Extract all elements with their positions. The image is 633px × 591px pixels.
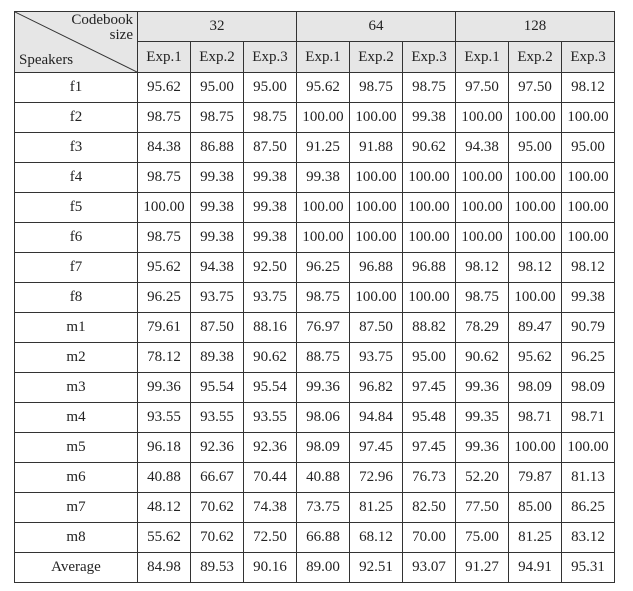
table-row: [15, 133, 615, 163]
value-cell: 88.75: [297, 343, 350, 373]
value-cell: 84.38: [138, 133, 191, 163]
speaker-cell: f7: [15, 253, 138, 283]
value-cell: 100.00: [403, 163, 456, 193]
table-row: [15, 343, 615, 373]
value-cell: 90.62: [403, 133, 456, 163]
exp-header: Exp.3: [403, 42, 456, 73]
value-cell: 98.09: [562, 373, 615, 403]
value-cell: 100.00: [456, 103, 509, 133]
value-cell: 100.00: [138, 193, 191, 223]
value-cell: 99.38: [191, 163, 244, 193]
value-cell: 99.38: [562, 283, 615, 313]
speaker-cell: f5: [15, 193, 138, 223]
speaker-cell: m5: [15, 433, 138, 463]
value-cell: 99.38: [244, 193, 297, 223]
value-cell: 96.25: [297, 253, 350, 283]
value-cell: 89.38: [191, 343, 244, 373]
value-cell: 100.00: [350, 283, 403, 313]
value-cell: 100.00: [403, 223, 456, 253]
exp-header: Exp.2: [509, 42, 562, 73]
table-row: [15, 433, 615, 463]
value-cell: 94.38: [456, 133, 509, 163]
value-cell: 100.00: [562, 163, 615, 193]
value-cell: 72.50: [244, 523, 297, 553]
value-cell: 81.25: [509, 523, 562, 553]
value-cell: 100.00: [403, 193, 456, 223]
exp-header: Exp.3: [562, 42, 615, 73]
value-cell: 99.38: [297, 163, 350, 193]
value-cell: 78.29: [456, 313, 509, 343]
value-cell: 89.47: [509, 313, 562, 343]
value-cell: 87.50: [350, 313, 403, 343]
value-cell: 100.00: [350, 163, 403, 193]
value-cell: 94.91: [509, 553, 562, 583]
value-cell: 98.75: [297, 283, 350, 313]
value-cell: 83.12: [562, 523, 615, 553]
value-cell: 97.45: [350, 433, 403, 463]
exp-header: Exp.2: [191, 42, 244, 73]
value-cell: 95.48: [403, 403, 456, 433]
speaker-cell: m4: [15, 403, 138, 433]
value-cell: 100.00: [297, 193, 350, 223]
speaker-cell: f6: [15, 223, 138, 253]
value-cell: 72.96: [350, 463, 403, 493]
value-cell: 100.00: [456, 223, 509, 253]
value-cell: 100.00: [562, 103, 615, 133]
value-cell: 40.88: [138, 463, 191, 493]
exp-header: Exp.3: [244, 42, 297, 73]
exp-header: Exp.1: [456, 42, 509, 73]
value-cell: 98.12: [562, 73, 615, 103]
value-cell: 93.75: [191, 283, 244, 313]
speaker-cell: m8: [15, 523, 138, 553]
value-cell: 100.00: [562, 193, 615, 223]
value-cell: 100.00: [509, 163, 562, 193]
value-cell: 76.97: [297, 313, 350, 343]
speaker-cell: m6: [15, 463, 138, 493]
value-cell: 100.00: [456, 193, 509, 223]
table-row: [15, 223, 615, 253]
value-cell: 96.88: [403, 253, 456, 283]
value-cell: 95.00: [403, 343, 456, 373]
value-cell: 97.45: [403, 373, 456, 403]
value-cell: 99.38: [191, 193, 244, 223]
table-row: [15, 523, 615, 553]
value-cell: 90.62: [244, 343, 297, 373]
value-cell: 89.53: [191, 553, 244, 583]
speaker-cell: f1: [15, 73, 138, 103]
value-cell: 100.00: [509, 193, 562, 223]
table-row: [15, 553, 615, 583]
value-cell: 95.00: [562, 133, 615, 163]
speaker-cell: m3: [15, 373, 138, 403]
value-cell: 98.75: [138, 163, 191, 193]
value-cell: 100.00: [350, 193, 403, 223]
value-cell: 94.38: [191, 253, 244, 283]
value-cell: 92.36: [244, 433, 297, 463]
value-cell: 100.00: [350, 103, 403, 133]
value-cell: 98.71: [562, 403, 615, 433]
value-cell: 93.07: [403, 553, 456, 583]
table-row: [15, 283, 615, 313]
value-cell: 81.25: [350, 493, 403, 523]
value-cell: 99.38: [244, 163, 297, 193]
exp-header: Exp.1: [297, 42, 350, 73]
group-header-row: [15, 12, 615, 42]
value-cell: 100.00: [403, 283, 456, 313]
table-row: [15, 103, 615, 133]
value-cell: 70.62: [191, 493, 244, 523]
value-cell: 100.00: [509, 223, 562, 253]
value-cell: 93.55: [191, 403, 244, 433]
speaker-cell: f8: [15, 283, 138, 313]
value-cell: 99.36: [456, 433, 509, 463]
value-cell: 95.62: [509, 343, 562, 373]
value-cell: 66.88: [297, 523, 350, 553]
value-cell: 90.79: [562, 313, 615, 343]
value-cell: 95.62: [138, 73, 191, 103]
speaker-cell: f4: [15, 163, 138, 193]
value-cell: 90.16: [244, 553, 297, 583]
value-cell: 98.75: [456, 283, 509, 313]
value-cell: 77.50: [456, 493, 509, 523]
exp-header: Exp.1: [138, 42, 191, 73]
value-cell: 98.12: [509, 253, 562, 283]
value-cell: 98.75: [138, 223, 191, 253]
value-cell: 92.50: [244, 253, 297, 283]
value-cell: 70.00: [403, 523, 456, 553]
value-cell: 99.38: [244, 223, 297, 253]
value-cell: 78.12: [138, 343, 191, 373]
value-cell: 95.31: [562, 553, 615, 583]
value-cell: 100.00: [509, 103, 562, 133]
value-cell: 99.35: [456, 403, 509, 433]
value-cell: 48.12: [138, 493, 191, 523]
value-cell: 92.51: [350, 553, 403, 583]
value-cell: 88.82: [403, 313, 456, 343]
value-cell: 93.55: [138, 403, 191, 433]
group-header-64: 64: [297, 12, 456, 42]
value-cell: 40.88: [297, 463, 350, 493]
value-cell: 92.36: [191, 433, 244, 463]
value-cell: 98.06: [297, 403, 350, 433]
value-cell: 91.25: [297, 133, 350, 163]
table-body: [15, 73, 615, 583]
value-cell: 100.00: [509, 283, 562, 313]
value-cell: 97.50: [456, 73, 509, 103]
table-row: [15, 253, 615, 283]
value-cell: 73.75: [297, 493, 350, 523]
value-cell: 79.87: [509, 463, 562, 493]
value-cell: 98.71: [509, 403, 562, 433]
value-cell: 94.84: [350, 403, 403, 433]
value-cell: 100.00: [297, 223, 350, 253]
codebook-label-line1: Codebook: [71, 12, 133, 28]
value-cell: 70.44: [244, 463, 297, 493]
value-cell: 98.75: [403, 73, 456, 103]
value-cell: 95.00: [509, 133, 562, 163]
value-cell: 84.98: [138, 553, 191, 583]
speaker-cell: f2: [15, 103, 138, 133]
value-cell: 93.75: [244, 283, 297, 313]
group-header-32: 32: [138, 12, 297, 42]
value-cell: 98.12: [562, 253, 615, 283]
value-cell: 100.00: [297, 103, 350, 133]
value-cell: 90.62: [456, 343, 509, 373]
corner-header-cell: [15, 12, 138, 73]
results-table: [14, 11, 615, 583]
table-row: [15, 193, 615, 223]
value-cell: 91.27: [456, 553, 509, 583]
value-cell: 68.12: [350, 523, 403, 553]
value-cell: 89.00: [297, 553, 350, 583]
table-row: [15, 163, 615, 193]
value-cell: 96.25: [138, 283, 191, 313]
value-cell: 98.09: [297, 433, 350, 463]
value-cell: 98.75: [191, 103, 244, 133]
value-cell: 98.75: [244, 103, 297, 133]
speaker-cell: f3: [15, 133, 138, 163]
exp-header: Exp.2: [350, 42, 403, 73]
value-cell: 100.00: [509, 433, 562, 463]
table-row: [15, 73, 615, 103]
value-cell: 98.12: [456, 253, 509, 283]
table-row: [15, 373, 615, 403]
value-cell: 74.38: [244, 493, 297, 523]
value-cell: 91.88: [350, 133, 403, 163]
value-cell: 86.25: [562, 493, 615, 523]
value-cell: 95.62: [297, 73, 350, 103]
value-cell: 75.00: [456, 523, 509, 553]
speakers-label: Speakers: [19, 52, 74, 68]
value-cell: 99.38: [191, 223, 244, 253]
speaker-cell: m7: [15, 493, 138, 523]
value-cell: 100.00: [350, 223, 403, 253]
value-cell: 93.55: [244, 403, 297, 433]
value-cell: 99.38: [403, 103, 456, 133]
value-cell: 82.50: [403, 493, 456, 523]
value-cell: 55.62: [138, 523, 191, 553]
value-cell: 96.18: [138, 433, 191, 463]
value-cell: 100.00: [562, 433, 615, 463]
value-cell: 98.75: [138, 103, 191, 133]
value-cell: 95.00: [191, 73, 244, 103]
codebook-size-label: [71, 13, 133, 43]
value-cell: 79.61: [138, 313, 191, 343]
value-cell: 95.54: [191, 373, 244, 403]
value-cell: 96.88: [350, 253, 403, 283]
value-cell: 99.36: [138, 373, 191, 403]
value-cell: 100.00: [562, 223, 615, 253]
value-cell: 99.36: [297, 373, 350, 403]
speaker-cell: m2: [15, 343, 138, 373]
value-cell: 86.88: [191, 133, 244, 163]
group-header-128: 128: [456, 12, 615, 42]
value-cell: 85.00: [509, 493, 562, 523]
value-cell: 98.09: [509, 373, 562, 403]
value-cell: 95.00: [244, 73, 297, 103]
table-row: [15, 493, 615, 523]
value-cell: 96.82: [350, 373, 403, 403]
value-cell: 96.25: [562, 343, 615, 373]
value-cell: 97.45: [403, 433, 456, 463]
value-cell: 99.36: [456, 373, 509, 403]
value-cell: 98.75: [350, 73, 403, 103]
value-cell: 95.62: [138, 253, 191, 283]
value-cell: 97.50: [509, 73, 562, 103]
value-cell: 100.00: [456, 163, 509, 193]
value-cell: 70.62: [191, 523, 244, 553]
value-cell: 76.73: [403, 463, 456, 493]
value-cell: 88.16: [244, 313, 297, 343]
value-cell: 87.50: [191, 313, 244, 343]
speaker-cell: m1: [15, 313, 138, 343]
codebook-label-line2: size: [109, 27, 133, 43]
value-cell: 52.20: [456, 463, 509, 493]
speaker-cell: Average: [15, 553, 138, 583]
table-row: [15, 403, 615, 433]
value-cell: 93.75: [350, 343, 403, 373]
value-cell: 87.50: [244, 133, 297, 163]
table-row: [15, 313, 615, 343]
value-cell: 95.54: [244, 373, 297, 403]
table-row: [15, 463, 615, 493]
value-cell: 66.67: [191, 463, 244, 493]
value-cell: 81.13: [562, 463, 615, 493]
